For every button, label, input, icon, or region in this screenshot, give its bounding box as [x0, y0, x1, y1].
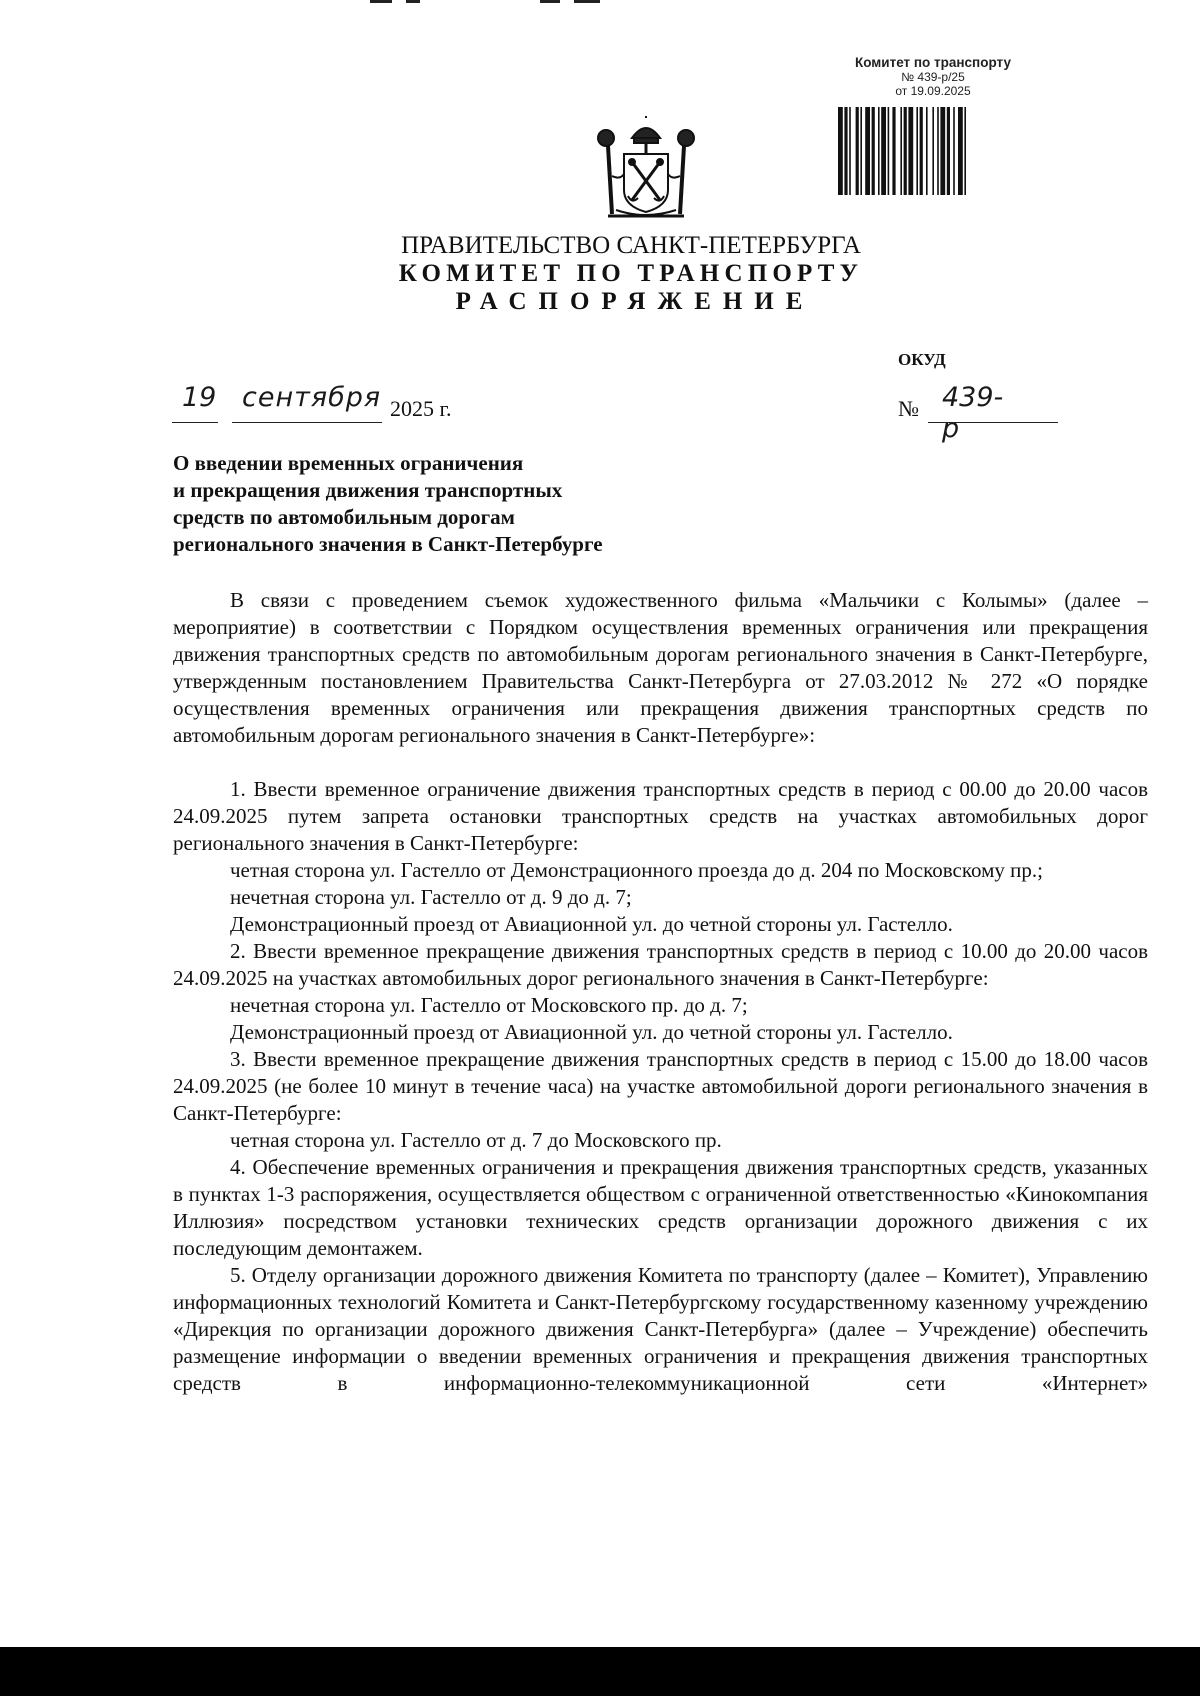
date-month: сентября [242, 382, 382, 413]
clause-3: 3. Ввести временное прекращение движения транспортных средств в период с 15.00 до 18.00 часов 24.09.2025 (не более 10 минут в течение часа) на участке автомобильной дороги регионального значения в Санкт-Петербурге: [173, 1047, 1148, 1125]
clause-1-item: четная сторона ул. Гастелло от Демонстрационного проезда до д. 204 по Московскому пр.; [230, 858, 1043, 882]
title-line: регионального значения в Санкт-Петербурге [173, 532, 603, 556]
committee-header: КОМИТЕТ ПО ТРАНСПОРТУ [398, 260, 864, 287]
registration-stamp [820, 56, 1046, 98]
title-line: и прекращения движения транспортных [173, 478, 563, 502]
scan-bottom-edge [0, 1647, 1200, 1696]
stamp-committee: Комитет по транспорту [854, 55, 1011, 70]
clause-1: 1. Ввести временное ограничение движения транспортных средств в период с 00.00 до 20.00 часов 24.09.2025 путем запрета остановки транспортных средств на участках автомобильных дорог регионального значения в Санкт-Петербурге: [173, 777, 1148, 855]
date-day-underline [172, 422, 218, 423]
stamp-date: от 19.09.2025 [895, 84, 971, 98]
barcode-icon [838, 107, 1048, 195]
government-header: ПРАВИТЕЛЬСТВО САНКТ-ПЕТЕРБУРГА [401, 232, 861, 259]
clause-3-item: четная сторона ул. Гастелло от д. 7 до Московского пр. [230, 1128, 722, 1152]
preamble-paragraph: В связи с проведением съемок художественного фильма «Мальчики с Колымы» (далее – мероприятие) в соответствии с Порядком осуществления временных ограничения или прекращения движения транспортных средств по автомобильным дорогам регионального значения в Санкт-Петербурге, утвержденным постановлением Правительства Санкт-Петербурга от 27.03.2012 № 272 «О порядке осуществления временных ограничения или прекращения движения транспортных средств по автомобильным дорогам регионального значения в Санкт-Петербурге»: [173, 588, 1148, 747]
date-year: 2025 г. [390, 396, 452, 421]
clause-1-item: нечетная сторона ул. Гастелло от д. 9 до д. 7; [230, 885, 632, 909]
number-prefix: № [898, 396, 919, 421]
clause-5: 5. Отделу организации дорожного движения Комитета по транспорту (далее – Комитет), Управлению информационных технологий Комитета и Санкт-Петербургскому государственному казенному учреждению «Дирекция по организации дорожного движения Санкт-Петербурга» (далее – Учреждение) обеспечить размещение информации о введении временных ограничения и прекращения движения транспортных средств в информационно-телекоммуникационной сети «Интернет» [173, 1263, 1148, 1395]
clause-1-item: Демонстрационный проезд от Авиационной ул. до четной стороны ул. Гастелло. [230, 912, 953, 936]
scan-top-marks [370, 0, 670, 6]
date-month-underline [232, 422, 382, 423]
okud-label: ОКУД [898, 350, 946, 369]
document-body [173, 587, 1148, 1397]
clause-2: 2. Ввести временное прекращение движения транспортных средств в период с 10.00 до 20.00 часов 24.09.2025 на участках автомобильных дорог регионального значения в Санкт-Петербурге: [173, 939, 1148, 990]
number-value: 439-р [942, 382, 1004, 444]
number-underline [928, 422, 1058, 423]
clause-4: 4. Обеспечение временных ограничения и прекращения движения транспортных средств, указанных в пунктах 1-3 распоряжения, осуществляется обществом с ограниченной ответственностью «Кинокомпания Иллюзия» посредством установки технических средств организации дорожного движения с их последующим демонтажем. [173, 1155, 1148, 1260]
title-line: средств по автомобильным дорогам [173, 505, 515, 529]
document-type-header: РАСПОРЯЖЕНИЕ [455, 288, 815, 315]
date-day: 19 [182, 382, 217, 413]
document-title [173, 450, 733, 558]
clause-2-item: Демонстрационный проезд от Авиационной ул. до четной стороны ул. Гастелло. [230, 1020, 953, 1044]
spb-coat-of-arms-icon [594, 116, 698, 222]
stamp-number: № 439-р/25 [901, 70, 965, 84]
title-line: О введении временных ограничения [173, 451, 524, 475]
clause-2-item: нечетная сторона ул. Гастелло от Московского пр. до д. 7; [230, 993, 748, 1017]
